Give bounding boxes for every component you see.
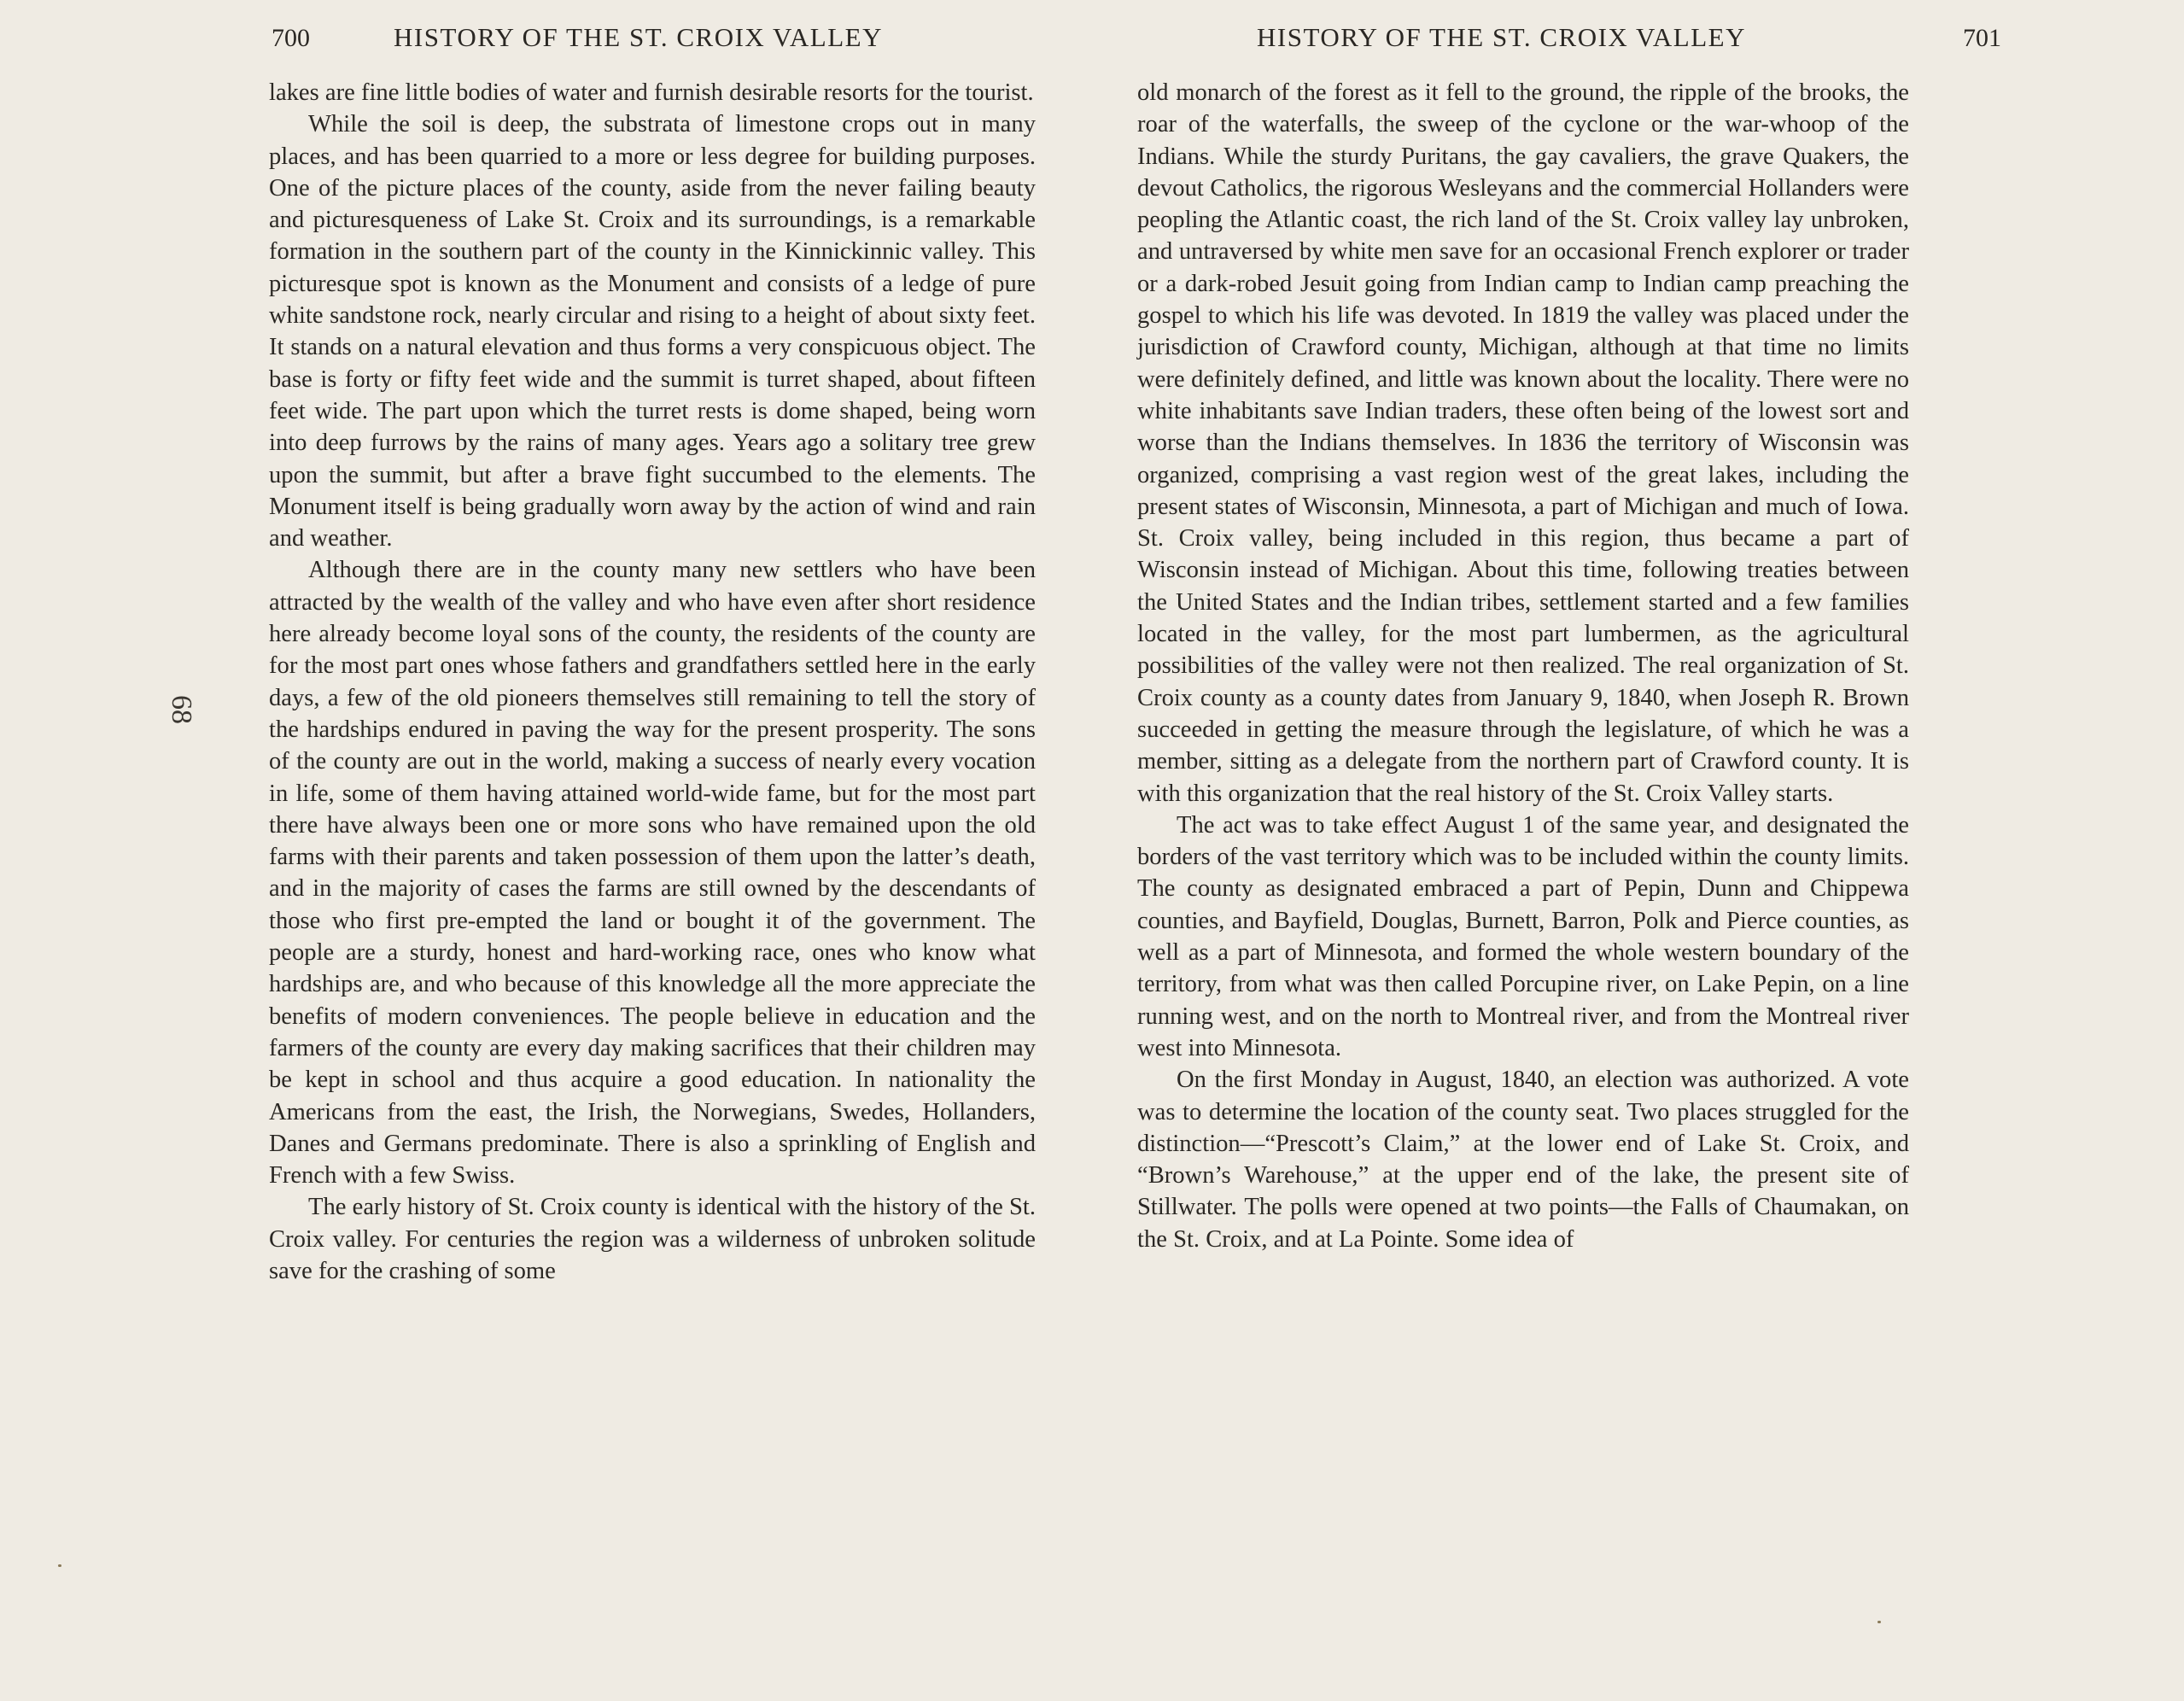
- left-paragraph-3: Although there are in the county many new settlers who have been attracted by the wealth of the valley and who have even after short residence here already become loyal sons of the county, the residents of the county are for the most part ones whose fathers and grandfathers settled here in the early days, a few of the old pioneers themselves still remaining to tell the story of the hardships endured in paving the way for the present prosperity. The sons of the county are out in the world, making a success of nearly every vocation in life, some of them having attained world-wide fame, but for the most part there have always been one or more sons who have remained upon the old farms with their parents and taken possession of them upon the latter’s death, and in the majority of cases the farms are still owned by the descendants of those who first pre-empted the land or bought it of the government. The people are a sturdy, honest and hard-working race, ones who know what hardships are, and who because of this knowledge all the more appreciate the benefits of modern conveniences. The people believe in education and the farmers of the county are every day making sacrifices that their children may be kept in school and thus acquire a good education. In nationality the Americans from the east, the Irish, the Norwegians, Swedes, Hollanders, Danes and Germans predominate. There is also a sprinkling of English and French with a few Swiss.: [269, 557, 1036, 1190]
- left-paragraph-1: lakes are fine little bodies of water and furnish desirable resorts for the tourist.: [269, 79, 1034, 106]
- left-page-number: 700: [272, 24, 310, 52]
- left-paragraph-4: The early history of St. Croix county is identical with the history of the St. Croix valley. For centuries the region was a wilderness of unbroken solitude save for the crashing of some: [269, 1194, 1036, 1284]
- right-paragraph-1: old monarch of the forest as it fell to the ground, the ripple of the brooks, the roar of the waterfalls, the sweep of the cyclone or the war-whoop of the Indians. While the sturdy Puritans, the gay cavaliers, the grave Quakers, the devout Catholics, the rigorous Wesleyans and the commercial Hollanders were peopling the Atlantic coast, the rich land of the St. Croix valley lay unbroken, and untraversed by white men save for an occasional French explorer or trader or a dark-robed Jesuit going from Indian camp to Indian camp preaching the gospel to which his life was devoted. In 1819 the valley was placed under the jurisdiction of Crawford county, Michigan, although at that time no limits were definitely defined, and little was known about the locality. There were no white inhabitants save Indian traders, these often being of the lowest sort and worse than the Indians themselves. In 1836 the territory of Wisconsin was organized, comprising a vast region west of the great lakes, including the present states of Wisconsin, Minnesota, a part of Michigan and much of Iowa. St. Croix valley, being included in this region, thus became a part of Wisconsin instead of Michigan. About this time, following treaties between the United States and the Indian tribes, settlement started and a few families located in the valley, for the most part lumbermen, as the agricultural possibilities of the valley were not then realized. The real organization of St. Croix county as a county dates from January 9, 1840, when Joseph R. Brown succeeded in getting the measure through the legislature, of which he was a member, sitting as a delegate from the northern part of Crawford county. It is with this organization that the real history of the St. Croix Valley starts.: [1137, 79, 1909, 807]
- right-paragraph-2: The act was to take effect August 1 of the same year, and designated the borders of the vast territory which was to be included within the county limits. The county as designated embraced a part of Pepin, Dunn and Chippewa counties, and Bayfield, Douglas, Burnett, Barron, Polk and Pierce counties, as well as a part of Minnesota, and formed the whole western boundary of the territory, from what was then called Porcupine river, on Lake Pepin, on a line running west, and on the north to Montreal river, and from the Montreal river west into Minnesota.: [1137, 811, 1909, 1061]
- paper-speck: [1877, 1621, 1881, 1623]
- right-page-body: [1137, 77, 1909, 1255]
- right-paragraph-3: On the first Monday in August, 1840, an election was authorized. A vote was to determine the location of the county seat. Two places struggled for the distinction—“Prescott’s Claim,” at the lower end of Lake St. Croix, and “Brown’s Warehouse,” at the upper end of the lake, the present site of Stillwater. The polls were opened at two points—the Falls of Chaumakan, on the St. Croix, and at La Pointe. Some idea of: [1137, 1067, 1909, 1253]
- right-page-number: 701: [1963, 24, 2001, 52]
- right-page-header: [1257, 22, 2017, 53]
- left-running-head: HISTORY OF THE ST. CROIX VALLEY: [394, 22, 883, 52]
- left-page-body: [269, 77, 1036, 1287]
- paper-speck: [58, 1564, 61, 1567]
- left-page-header: [272, 22, 1038, 53]
- right-running-head: HISTORY OF THE ST. CROIX VALLEY: [1257, 22, 1746, 52]
- left-paragraph-2: While the soil is deep, the substrata of limestone crops out in many places, and has been quarried to a more or less degree for building purposes. One of the picture places of the county, aside from the never failing beauty and picturesqueness of Lake St. Croix and its surroundings, is a remarkable formation in the southern part of the county in the Kinnickinnic valley. This picturesque spot is known as the Monument and consists of a ledge of pure white sandstone rock, nearly circular and rising to a height of about sixty feet. It stands on a natural elevation and thus forms a very conspicuous object. The base is forty or fifty feet wide and the summit is turret shaped, about fifteen feet wide. The part upon which the turret rests is dome shaped, being worn into deep furrows by the rains of many ages. Years ago a solitary tree grew upon the summit, but after a brave fight succumbed to the elements. The Monument itself is being gradually worn away by the action of wind and rain and weather.: [269, 111, 1036, 552]
- right-page: [1092, 0, 2184, 1701]
- margin-note: 68: [166, 695, 197, 724]
